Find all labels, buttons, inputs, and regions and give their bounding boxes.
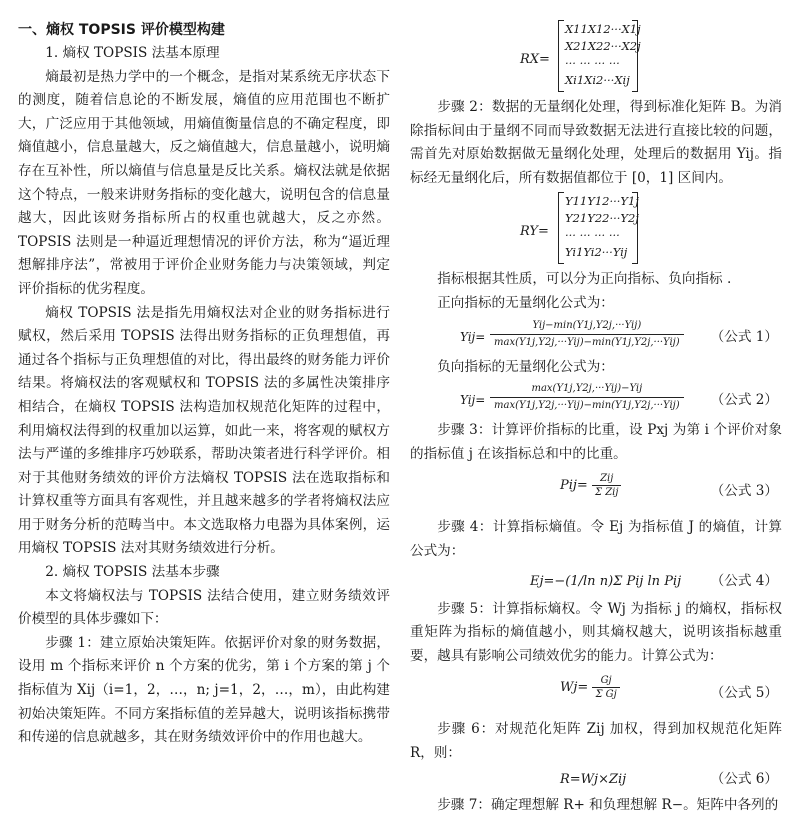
matrix-ry-brackets — [558, 192, 638, 264]
matrix-rx — [410, 18, 782, 96]
formula-5 — [410, 668, 782, 718]
matrix-ry-label: RY= — [520, 220, 549, 244]
matrix-ry — [410, 190, 782, 268]
paragraph-indicator-types: 指标根据其性质，可以分为正向指标、负向指标 . — [410, 268, 782, 292]
paragraph-step7: 步骤 7：确定理想解 R+ 和负理想解 R−。矩阵中各列的 — [410, 794, 782, 817]
matrix-rx-row: X21X22···X2j — [565, 38, 641, 55]
paragraph-step4: 步骤 4：计算指标熵值。令 Ej 为指标值 J 的熵值，计算公式为： — [410, 516, 782, 563]
formula-4-label: （公式 4） — [711, 570, 778, 594]
formula-5-fraction — [592, 674, 619, 701]
paragraph-step6: 步骤 6：对规范化矩阵 Zij 加权，得到加权规范化矩阵 R，则： — [410, 718, 782, 765]
formula-3-numerator: Zij — [592, 472, 622, 486]
formula-5-label: （公式 5） — [711, 682, 778, 706]
formula-2 — [410, 379, 782, 419]
matrix-ry-row: Yi1Yi2···Yij — [565, 244, 639, 261]
formula-5-numerator: Gj — [592, 674, 619, 688]
matrix-rx-row: Xi1Xi2···Xij — [565, 72, 641, 89]
formula-6-expression: R=Wj×Zij — [560, 768, 626, 792]
section-heading: 一、熵权 TOPSIS 评价模型构建 — [18, 18, 390, 42]
matrix-ry-row: Y21Y22···Y2j — [565, 210, 639, 227]
right-column — [410, 18, 782, 817]
formula-4 — [410, 564, 782, 598]
formula-2-fraction — [490, 381, 684, 414]
matrix-rx-label: RX= — [520, 48, 550, 72]
paragraph-step3: 步骤 3：计算评价指标的比重，设 Pxj 为第 i 个评价对象的指标值 j 在该指标总和中的比重。 — [410, 419, 782, 466]
formula-1-lhs: Yij= — [460, 326, 485, 350]
formula-1-numerator: Yij−min(Y1j,Y2j,···Yij) — [490, 318, 684, 335]
formula-6 — [410, 766, 782, 794]
formula-2-denominator: max(Y1j,Y2j,···Yij)−min(Y1j,Y2j,···Yij) — [490, 398, 684, 414]
paragraph-step2: 步骤 2：数据的无量纲化处理，得到标准化矩阵 B。为消除指标间由于量纲不同而导致数据无法进行直接比较的问题，需首先对原始数据做无量纲化处理，处理后的数据用 Yij。指标经无量纲化后，所有数据值都位于 [0，1] 区间内。 — [410, 96, 782, 190]
formula-4-expression: Ej=−(1/ln n)Σ Pij ln Pij — [530, 570, 681, 594]
formula-3-denominator: Σ Zij — [592, 486, 622, 499]
paragraph-topsis: 熵权 TOPSIS 法是指先用熵权法对企业的财务指标进行赋权，然后采用 TOPSIS 法得出财务指标的正负理想值，再通过各个指标与正负理想值的对比，得出最终的财务能力评价结果。将熵权法的客观赋权和 TOPSIS 法的多属性决策排序相结合，在熵权 TOPSIS 法构造加权规范化矩阵的过程中，利用熵权法得到的权重加以运算，如此一来，将客观的赋权方法与严谨的多维排序巧妙联系，帮助决策者进行科学评价。相对于其他财务绩效的评价方法熵权 TOPSIS 法在选取指标和计算权重等方面具有客观性，并且越来越多的学者将熵权法应用于财务分析的范畴当中。本文选取格力电器为具体案例，运用熵权 TOPSIS 法对其财务绩效进行分析。 — [18, 302, 390, 562]
formula-1-denominator: max(Y1j,Y2j,···Yij)−min(Y1j,Y2j,···Yij) — [490, 335, 684, 351]
paragraph-negative-formula-intro: 负向指标的无量纲化公式为： — [410, 356, 782, 380]
formula-5-lhs: Wj= — [560, 680, 588, 695]
formula-2-numerator: max(Y1j,Y2j,···Yij)−Yij — [490, 381, 684, 398]
matrix-rx-row: X11X12···X1j — [565, 21, 641, 38]
formula-3-label: （公式 3） — [711, 480, 778, 504]
formula-3-expression — [560, 472, 621, 499]
formula-2-label: （公式 2） — [711, 389, 778, 413]
matrix-rx-brackets — [558, 20, 638, 92]
matrix-ry-row: ··· ··· ··· ··· — [565, 227, 639, 244]
formula-6-label: （公式 6） — [711, 768, 778, 792]
subsection-heading-steps: 2. 熵权 TOPSIS 法基本步骤 — [18, 561, 390, 585]
matrix-ry-row: Y11Y12···Y1j — [565, 193, 639, 210]
formula-5-denominator: Σ Gj — [592, 688, 619, 701]
formula-5-expression — [560, 674, 620, 701]
formula-1-label: （公式 1） — [711, 326, 778, 350]
paragraph-step1: 步骤 1：建立原始决策矩阵。依据评价对象的财务数据，设用 m 个指标来评价 n 个方案的优劣，第 i 个方案的第 j 个指标值为 Xij（i=1，2，…，n; j=1，2，…，m），由此构建初始决策矩阵。不同方案指标值的差异越大，说明该指标携带和传递的信息就越多，其在财务绩效评价中的作用也越大。 — [18, 632, 390, 750]
subsection-heading-principle: 1. 熵权 TOPSIS 法基本原理 — [18, 42, 390, 66]
matrix-rx-row: ··· ··· ··· ··· — [565, 55, 641, 72]
formula-3-lhs: Pij= — [560, 478, 588, 493]
paragraph-positive-formula-intro: 正向指标的无量纲化公式为： — [410, 292, 782, 316]
left-column — [18, 18, 390, 750]
paragraph-intro-steps: 本文将熵权法与 TOPSIS 法结合使用，建立财务绩效评价模型的具体步骤如下： — [18, 585, 390, 632]
paragraph-step5: 步骤 5：计算指标熵权。令 Wj 为指标 j 的熵权，指标权重矩阵为指标的熵值越小，则其熵权越大，说明该指标越重要，越具有影响公司绩效优劣的能力。计算公式为： — [410, 598, 782, 669]
formula-1-fraction — [490, 318, 684, 351]
formula-3 — [410, 466, 782, 516]
formula-2-lhs: Yij= — [460, 389, 485, 413]
paragraph-entropy: 熵最初是热力学中的一个概念，是指对某系统无序状态下的测度，随着信息论的不断发展，熵值的应用范围也不断扩大，广泛应用于其他领域，用熵值衡量信息的不确定程度，即熵值越小，信息量越大，反之熵值越大，信息量越小，说明熵存在互补性，所以熵值与信息量是反比关系。熵权法就是依据这个特点，一般来讲财务指标的变化越大，说明包含的信息量越大，因此该财务指标所占的权重也就越大，反之亦然。TOPSIS 法则是一种逼近理想情况的评价方法，称为“逼近理想解排序法”，常被用于评价企业财务能力与决策领域，判定评价指标的优劣程度。 — [18, 66, 390, 302]
formula-3-fraction — [592, 472, 622, 499]
formula-1 — [410, 316, 782, 356]
